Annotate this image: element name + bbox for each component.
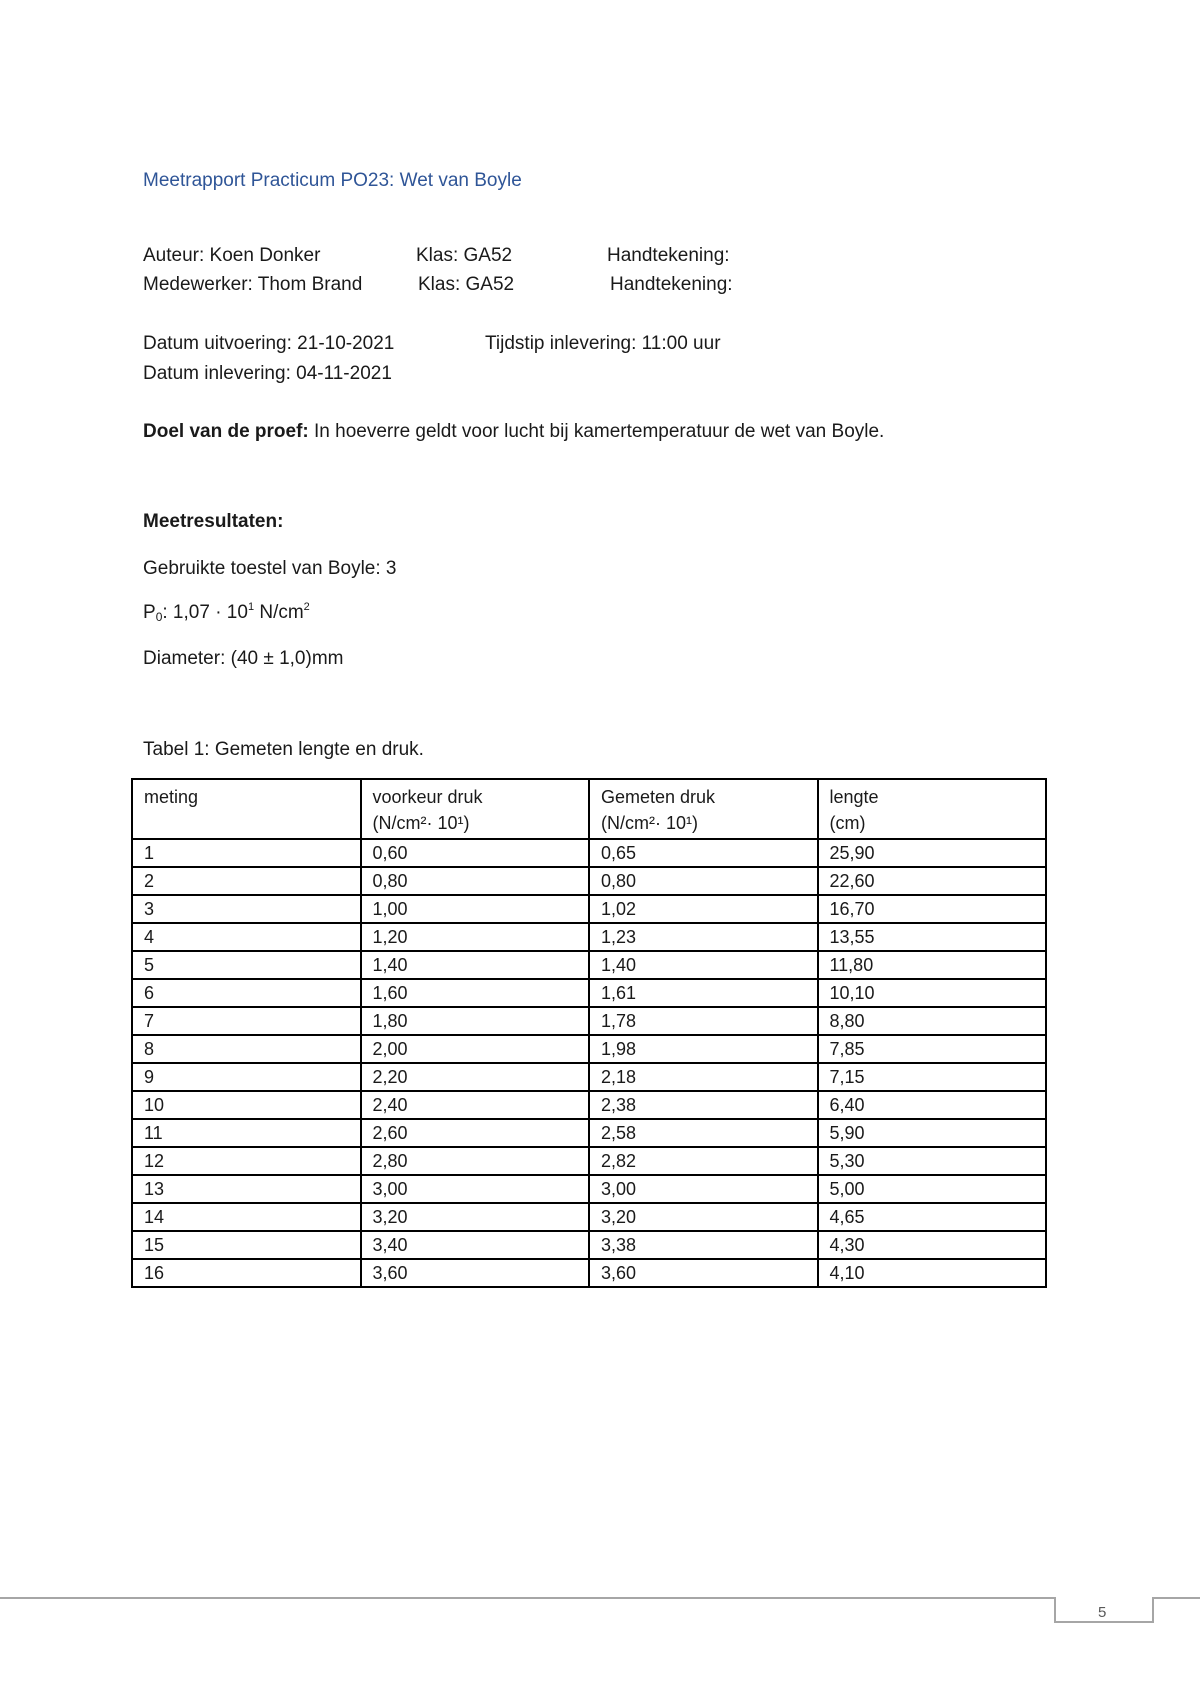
cell-lengte: 10,10	[818, 979, 1047, 1007]
cell-gemeten-druk: 3,60	[589, 1259, 818, 1287]
goal-text: In hoeverre geldt voor lucht bij kamertemperatuur de wet van Boyle.	[308, 421, 885, 442]
footer-tab-left	[1054, 1597, 1056, 1623]
cell-gemeten-druk: 2,18	[589, 1063, 818, 1091]
results-heading: Meetresultaten:	[143, 511, 284, 532]
cell-voorkeur-druk: 1,80	[361, 1007, 590, 1035]
cell-voorkeur-druk: 0,80	[361, 867, 590, 895]
footer-line-right	[1152, 1597, 1200, 1599]
cell-meting: 3	[132, 895, 361, 923]
cell-voorkeur-druk: 1,00	[361, 895, 590, 923]
p0-unit: N/cm	[254, 602, 304, 623]
page-number: 5	[1098, 1604, 1107, 1621]
coworker-name: Medewerker: Thom Brand	[143, 274, 363, 295]
author-klas: Klas: GA52	[416, 245, 513, 266]
cell-meting: 2	[132, 867, 361, 895]
cell-meting: 1	[132, 839, 361, 867]
cell-meting: 16	[132, 1259, 361, 1287]
table-header-row	[132, 779, 1046, 839]
cell-gemeten-druk: 0,65	[589, 839, 818, 867]
cell-lengte: 7,15	[818, 1063, 1047, 1091]
cell-gemeten-druk: 1,23	[589, 923, 818, 951]
cell-gemeten-druk: 3,38	[589, 1231, 818, 1259]
cell-lengte: 5,00	[818, 1175, 1047, 1203]
table-row	[132, 839, 1046, 867]
table-row	[132, 1147, 1046, 1175]
table-row	[132, 1063, 1046, 1091]
p0-symbol: P	[143, 602, 156, 623]
header-meting: meting	[132, 779, 361, 839]
table-row	[132, 1119, 1046, 1147]
cell-lengte: 22,60	[818, 867, 1047, 895]
cell-gemeten-druk: 1,40	[589, 951, 818, 979]
table-row	[132, 1091, 1046, 1119]
cell-gemeten-druk: 2,58	[589, 1119, 818, 1147]
submission-time: Tijdstip inlevering: 11:00 uur	[485, 333, 721, 354]
cell-lengte: 16,70	[818, 895, 1047, 923]
cell-voorkeur-druk: 1,40	[361, 951, 590, 979]
table-row	[132, 1259, 1046, 1287]
cell-voorkeur-druk: 2,20	[361, 1063, 590, 1091]
table-row	[132, 1035, 1046, 1063]
page-title: Meetrapport Practicum PO23: Wet van Boyle	[143, 170, 522, 191]
cell-voorkeur-druk: 2,60	[361, 1119, 590, 1147]
p0-value	[143, 602, 310, 624]
measurement-table	[131, 778, 1047, 1288]
cell-voorkeur-druk: 3,60	[361, 1259, 590, 1287]
cell-voorkeur-druk: 2,80	[361, 1147, 590, 1175]
cell-voorkeur-druk: 3,00	[361, 1175, 590, 1203]
cell-meting: 13	[132, 1175, 361, 1203]
table-row	[132, 923, 1046, 951]
table-row	[132, 1007, 1046, 1035]
coworker-signature-label: Handtekening:	[610, 274, 733, 295]
cell-voorkeur-druk: 3,40	[361, 1231, 590, 1259]
cell-meting: 6	[132, 979, 361, 1007]
table-row	[132, 951, 1046, 979]
goal-label: Doel van de proef:	[143, 421, 309, 442]
p0-number: : 1,07 · 10	[162, 602, 248, 623]
cell-lengte: 11,80	[818, 951, 1047, 979]
p0-subscript: 0	[155, 610, 163, 624]
table-row	[132, 867, 1046, 895]
cell-gemeten-druk: 3,00	[589, 1175, 818, 1203]
cell-gemeten-druk: 1,02	[589, 895, 818, 923]
cell-gemeten-druk: 2,38	[589, 1091, 818, 1119]
table-row	[132, 979, 1046, 1007]
cell-meting: 7	[132, 1007, 361, 1035]
table-caption: Tabel 1: Gemeten lengte en druk.	[143, 739, 424, 760]
cell-lengte: 5,90	[818, 1119, 1047, 1147]
cell-lengte: 4,10	[818, 1259, 1047, 1287]
cell-voorkeur-druk: 1,20	[361, 923, 590, 951]
cell-lengte: 6,40	[818, 1091, 1047, 1119]
footer-line-left	[0, 1597, 1056, 1599]
table-row	[132, 895, 1046, 923]
p0-exponent: 1	[247, 601, 255, 613]
cell-gemeten-druk: 1,98	[589, 1035, 818, 1063]
cell-meting: 15	[132, 1231, 361, 1259]
table-row	[132, 1231, 1046, 1259]
cell-lengte: 13,55	[818, 923, 1047, 951]
apparatus-number: Gebruikte toestel van Boyle: 3	[143, 558, 397, 579]
cell-lengte: 4,65	[818, 1203, 1047, 1231]
header-voorkeur-druk: voorkeur druk (N/cm²· 10¹)	[361, 779, 590, 839]
cell-lengte: 7,85	[818, 1035, 1047, 1063]
cell-voorkeur-druk: 3,20	[361, 1203, 590, 1231]
p0-unit-exponent: 2	[303, 601, 310, 613]
cell-meting: 10	[132, 1091, 361, 1119]
header-gemeten-druk: Gemeten druk (N/cm²· 10¹)	[589, 779, 818, 839]
cell-lengte: 25,90	[818, 839, 1047, 867]
footer-tab-bottom	[1054, 1621, 1154, 1623]
cell-gemeten-druk: 0,80	[589, 867, 818, 895]
cell-gemeten-druk: 1,78	[589, 1007, 818, 1035]
cell-gemeten-druk: 2,82	[589, 1147, 818, 1175]
date-submission: Datum inlevering: 04-11-2021	[143, 363, 392, 384]
cell-gemeten-druk: 3,20	[589, 1203, 818, 1231]
cell-meting: 8	[132, 1035, 361, 1063]
goal-statement	[143, 421, 884, 443]
cell-meting: 14	[132, 1203, 361, 1231]
date-execution: Datum uitvoering: 21-10-2021	[143, 333, 395, 354]
diameter-value: Diameter: (40 ± 1,0)mm	[143, 648, 344, 669]
cell-lengte: 8,80	[818, 1007, 1047, 1035]
cell-meting: 9	[132, 1063, 361, 1091]
header-lengte: lengte (cm)	[818, 779, 1047, 839]
coworker-klas: Klas: GA52	[418, 274, 515, 295]
cell-voorkeur-druk: 1,60	[361, 979, 590, 1007]
cell-voorkeur-druk: 2,40	[361, 1091, 590, 1119]
footer-tab-right	[1152, 1597, 1154, 1623]
table-row	[132, 1175, 1046, 1203]
cell-gemeten-druk: 1,61	[589, 979, 818, 1007]
cell-voorkeur-druk: 0,60	[361, 839, 590, 867]
cell-voorkeur-druk: 2,00	[361, 1035, 590, 1063]
table-row	[132, 1203, 1046, 1231]
cell-meting: 12	[132, 1147, 361, 1175]
cell-meting: 11	[132, 1119, 361, 1147]
cell-lengte: 5,30	[818, 1147, 1047, 1175]
cell-meting: 5	[132, 951, 361, 979]
cell-meting: 4	[132, 923, 361, 951]
cell-lengte: 4,30	[818, 1231, 1047, 1259]
author-name: Auteur: Koen Donker	[143, 245, 321, 266]
author-signature-label: Handtekening:	[607, 245, 730, 266]
